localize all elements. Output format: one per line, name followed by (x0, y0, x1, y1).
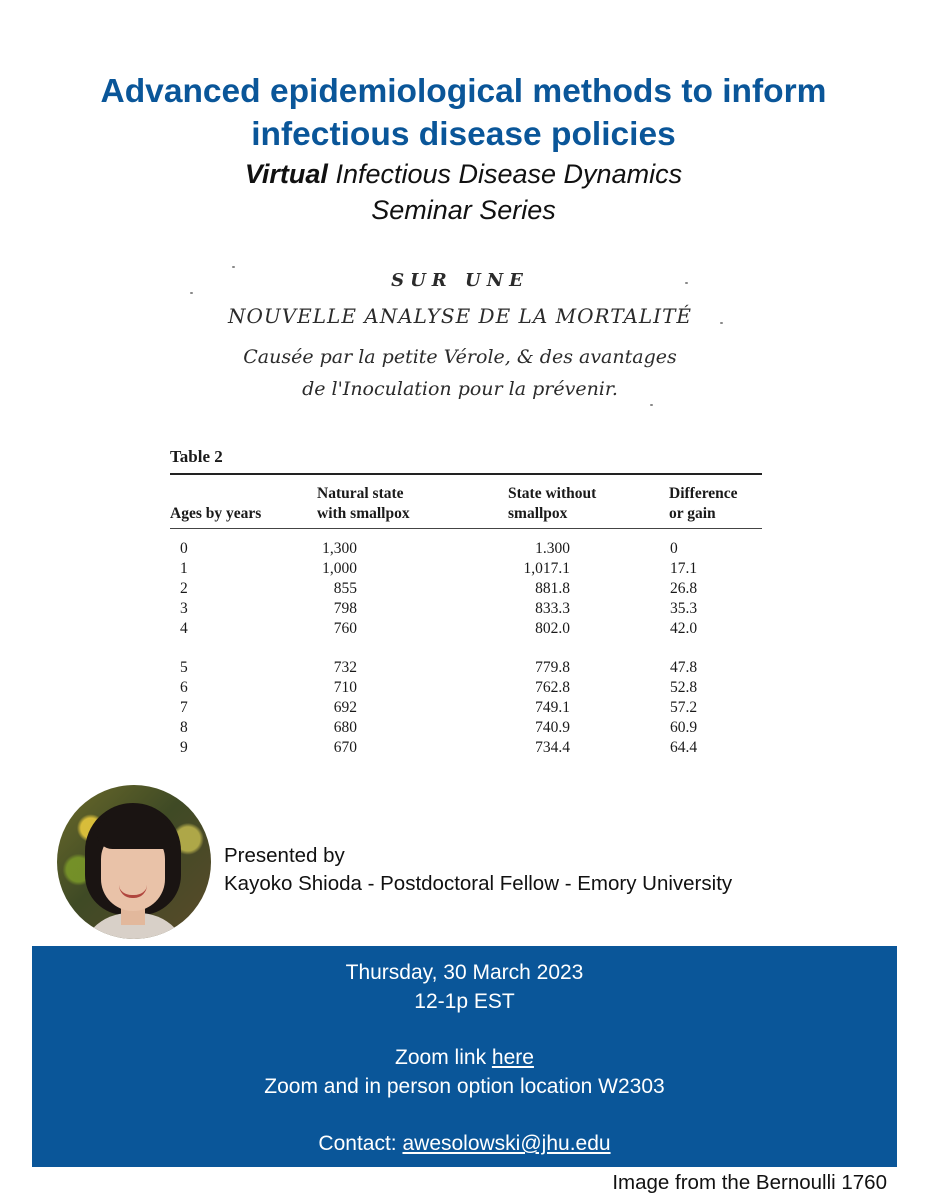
cell-natural: 732 (333, 659, 357, 676)
contact-label: Contact: (318, 1132, 403, 1155)
presenter-name-affiliation: Kayoko Shioda - Postdoctoral Fellow - Emory University (224, 872, 733, 895)
cell-without: 734.4 (535, 739, 570, 756)
cell-diff: 57.2 (670, 699, 698, 716)
scan-line-2: NOUVELLE ANALYSE DE LA MORTALITÉ (227, 304, 693, 328)
presented-by-label: Presented by (224, 844, 345, 867)
event-location: Zoom and in person option location W2303 (264, 1075, 665, 1098)
scan-speck (650, 404, 653, 406)
cell-age: 2 (180, 580, 188, 597)
cell-without: 762.8 (535, 679, 570, 696)
contact-email-link[interactable]: awesolowski@jhu.edu (402, 1132, 611, 1155)
table-row (170, 678, 762, 698)
cell-age: 9 (180, 739, 188, 756)
scan-speck (190, 292, 193, 294)
cell-age: 0 (180, 540, 188, 557)
subtitle-virtual: Virtual (244, 159, 328, 189)
cell-diff: 42.0 (670, 620, 698, 637)
title-line-2: infectious disease policies (251, 116, 676, 153)
header-without-line-2: smallpox (508, 505, 568, 522)
cell-natural: 670 (333, 739, 357, 756)
header-diff-line-2: or gain (669, 505, 716, 522)
table-row (170, 658, 762, 678)
cell-diff: 64.4 (670, 739, 698, 756)
cell-diff: 17.1 (670, 560, 698, 577)
cell-without: 1.300 (535, 540, 570, 557)
subtitle (20, 156, 907, 228)
zoom-link-label: Zoom link (395, 1046, 492, 1069)
presenter-info (224, 842, 732, 898)
photo-fringe (97, 815, 171, 849)
cell-natural: 1,000 (322, 560, 357, 577)
cell-diff: 26.8 (670, 580, 698, 597)
presenter-photo (57, 785, 211, 939)
title-line-1: Advanced epidemiological methods to inform (100, 73, 827, 110)
subtitle-series-name: Infectious Disease Dynamics (327, 159, 683, 189)
table-body (170, 529, 762, 769)
cell-diff: 47.8 (670, 659, 698, 676)
scan-line-3: Causée par la petite Vérole, & des avantages (243, 346, 677, 368)
cell-age: 3 (180, 600, 188, 617)
cell-natural: 692 (333, 699, 357, 716)
header-without-line-1: State without (508, 485, 597, 502)
header-without-smallpox (508, 484, 596, 524)
table-row (170, 559, 762, 579)
cell-without: 749.1 (535, 699, 570, 716)
contact-line (32, 1129, 897, 1158)
event-details-banner (32, 946, 897, 1167)
scan-line-1: SUR UNE (391, 270, 529, 291)
subtitle-line-2: Seminar Series (371, 195, 556, 225)
cell-diff: 35.3 (670, 600, 698, 617)
cell-without: 740.9 (535, 719, 570, 736)
header-natural-line-1: Natural state (317, 485, 404, 502)
page-title (20, 70, 907, 156)
scan-speck (685, 282, 688, 284)
cell-natural: 1,300 (322, 540, 357, 557)
cell-age: 6 (180, 679, 188, 696)
cell-without: 1,017.1 (523, 560, 570, 577)
cell-natural: 680 (333, 719, 357, 736)
table-row (170, 539, 762, 559)
cell-without: 802.0 (535, 620, 570, 637)
cell-diff: 52.8 (670, 679, 698, 696)
event-date: Thursday, 30 March 2023 (345, 961, 584, 984)
table-caption: Table 2 (170, 447, 223, 466)
cell-without: 779.8 (535, 659, 570, 676)
header-diff-line-1: Difference (669, 485, 738, 502)
cell-without: 881.8 (535, 580, 570, 597)
scan-speck (720, 322, 723, 324)
header-ages: Ages by years (170, 505, 262, 522)
header-natural-line-2: with smallpox (317, 505, 410, 522)
cell-age: 4 (180, 620, 188, 637)
header-natural-state (317, 484, 410, 524)
cell-natural: 798 (333, 600, 357, 617)
historical-title-scan (180, 262, 740, 412)
header-difference (669, 484, 738, 524)
mortality-table (170, 447, 762, 769)
cell-natural: 710 (333, 679, 357, 696)
table-header (170, 475, 762, 528)
cell-diff: 60.9 (670, 719, 698, 736)
table-row (170, 698, 762, 718)
cell-natural: 760 (333, 620, 357, 637)
cell-age: 1 (180, 560, 188, 577)
table-row (170, 599, 762, 619)
scan-line-4: de l'Inoculation pour la prévenir. (302, 378, 618, 400)
scan-speck (232, 266, 235, 268)
cell-age: 7 (180, 699, 188, 716)
zoom-link[interactable]: here (491, 1046, 534, 1069)
table-row (170, 579, 762, 599)
table-row (170, 738, 762, 758)
zoom-line (32, 1043, 897, 1072)
cell-natural: 855 (333, 580, 357, 597)
table-row (170, 718, 762, 738)
cell-age: 8 (180, 719, 188, 736)
cell-without: 833.3 (535, 600, 570, 617)
table-row (170, 619, 762, 639)
cell-diff: 0 (670, 540, 678, 557)
event-time: 12-1p EST (414, 990, 515, 1013)
image-credit: Image from the Bernoulli 1760 (612, 1171, 887, 1194)
cell-age: 5 (180, 659, 188, 676)
